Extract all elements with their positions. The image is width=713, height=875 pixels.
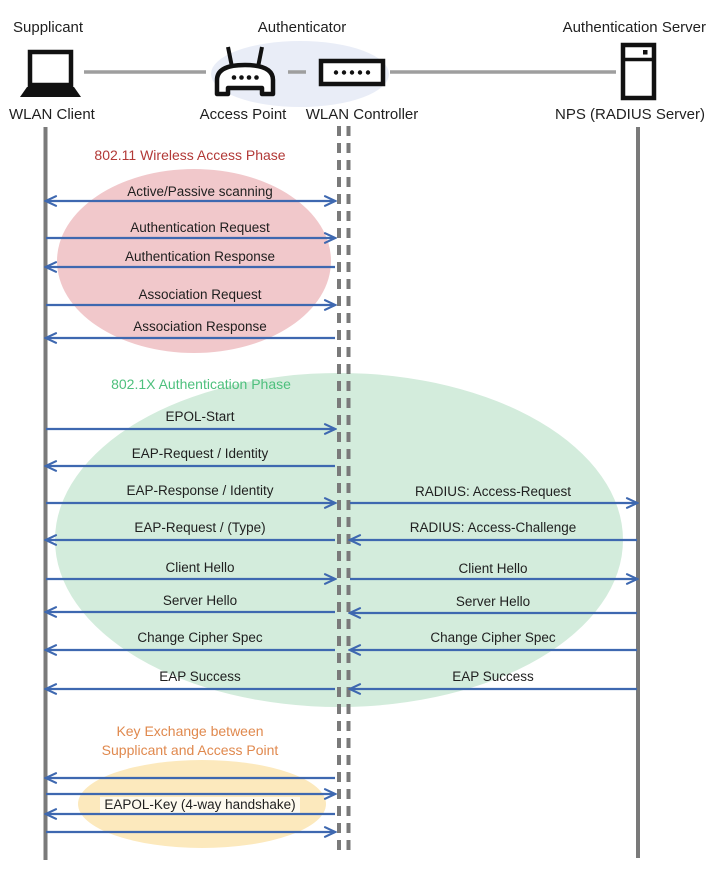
device-label-nps: NPS (RADIUS Server)	[554, 106, 706, 123]
message-label: Change Cipher Spec	[430, 630, 556, 645]
server-icon	[623, 45, 654, 98]
role-label-supplicant: Supplicant	[13, 19, 84, 36]
device-label-wlan-controller: WLAN Controller	[305, 106, 419, 123]
controller-dot	[358, 70, 362, 74]
laptop-screen	[30, 52, 71, 85]
message-label: Active/Passive scanning	[127, 184, 273, 199]
server-led	[643, 50, 648, 55]
ap-dot	[232, 75, 237, 80]
phase-title-1: 802.11 Wireless Access Phase	[94, 147, 286, 163]
controller-dot	[342, 70, 346, 74]
message-label: Server Hello	[455, 594, 531, 609]
server-body	[623, 45, 654, 98]
role-label-authentication-server: Authentication Server	[562, 19, 706, 36]
laptop-base	[20, 87, 81, 97]
message-label: Authentication Request	[130, 220, 270, 235]
phase-title-3: Key Exchange between	[116, 723, 264, 739]
role-label-authenticator: Authenticator	[257, 19, 347, 36]
access-point-body	[217, 65, 273, 94]
message-label: Change Cipher Spec	[137, 630, 263, 645]
message-label: EPOL-Start	[165, 409, 235, 424]
ap-dot	[254, 75, 259, 80]
message-label: Authentication Response	[124, 249, 276, 264]
device-label-access-point: Access Point	[199, 106, 287, 123]
message-label: Client Hello	[165, 560, 235, 575]
message-label: EAP-Request / Identity	[131, 446, 269, 461]
ap-dot	[239, 75, 244, 80]
laptop-icon	[20, 52, 81, 97]
phase-title-2: 802.1X Authentication Phase	[111, 376, 291, 392]
message-label: EAP-Request / (Type)	[134, 520, 266, 535]
message-label: Server Hello	[162, 593, 238, 608]
controller-dot	[366, 70, 370, 74]
message-label: EAP Success	[452, 669, 534, 684]
message-label: EAPOL-Key (4-way handshake)	[104, 797, 296, 812]
controller-dot	[350, 70, 354, 74]
message-label: Association Response	[133, 319, 267, 334]
wlan-controller-icon	[321, 61, 383, 84]
ap-dot	[247, 75, 252, 80]
message-label: EAP-Response / Identity	[126, 483, 274, 498]
message-label: EAP Success	[159, 669, 241, 684]
device-label-wlan-client: WLAN Client	[9, 106, 95, 123]
message-label: RADIUS: Access-Challenge	[409, 520, 577, 535]
message-label: Association Request	[138, 287, 262, 302]
message-label: Client Hello	[458, 561, 528, 576]
phase-title-3: Supplicant and Access Point	[101, 742, 279, 758]
controller-dot	[334, 70, 338, 74]
message-label: RADIUS: Access-Request	[414, 484, 572, 499]
